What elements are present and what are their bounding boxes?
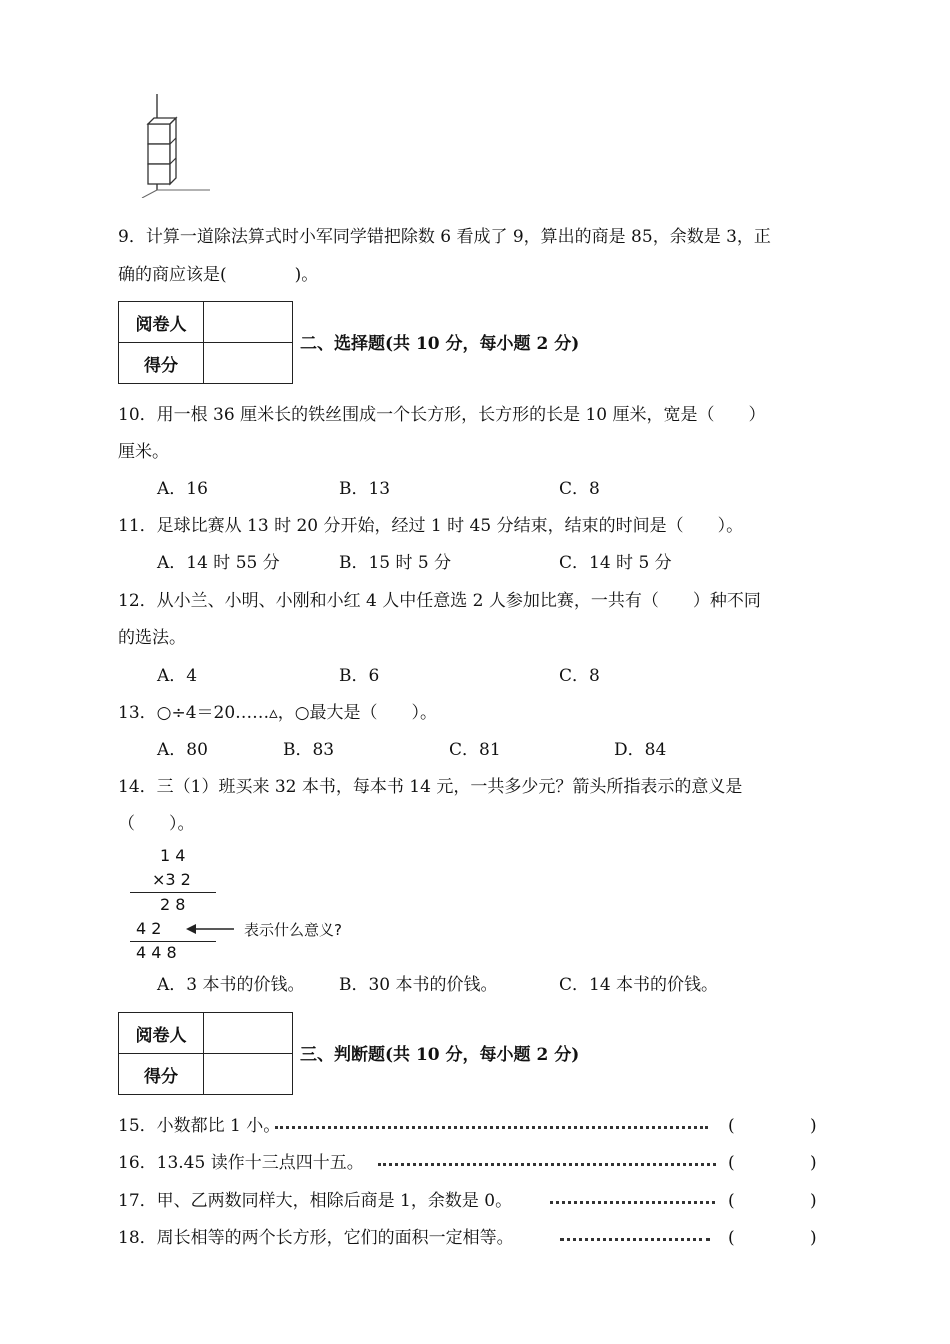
leader-dots <box>560 1238 710 1241</box>
arrow-icon <box>186 922 236 936</box>
leader-dots <box>550 1201 715 1204</box>
mult-annotation: 表示什么意义? <box>244 921 342 939</box>
leader-dots <box>378 1163 716 1166</box>
q14-line1: 14．三（1）班买来 32 本书，每本书 14 元，一共多少元？箭头所指表示的意义是 <box>118 777 743 797</box>
judge-q17-paren-open[interactable]: ( <box>728 1191 735 1211</box>
q13-option-b[interactable]: B．83 <box>283 740 335 760</box>
q9-line1: 9．计算一道除法算式时小军同学错把除数 6 看成了 9，算出的商是 85，余数是 3，正 <box>118 227 771 247</box>
reviewer-label: 阅卷人 <box>119 1013 204 1054</box>
q10-option-c[interactable]: C．8 <box>559 479 600 499</box>
q14-option-b[interactable]: B．30 本书的价钱。 <box>339 975 498 995</box>
score-cell[interactable] <box>204 343 293 384</box>
multiplication-figure <box>130 846 390 964</box>
score-label: 得分 <box>119 1054 204 1095</box>
mult-line-2 <box>130 941 216 942</box>
leader-dots <box>275 1126 708 1129</box>
q11-option-a[interactable]: A．14 时 55 分 <box>157 553 280 573</box>
judge-q15-paren-close[interactable]: ) <box>810 1116 817 1136</box>
section3-title: 三、判断题(共 10 分，每小题 2 分) <box>300 1045 580 1065</box>
q13-line1: 13．○÷4＝20……▵，○最大是（ ）。 <box>118 703 438 723</box>
mult-row3: 2 8 <box>160 895 186 914</box>
mult-row5: 4 4 8 <box>136 943 177 962</box>
cube-stack-figure <box>140 92 215 198</box>
q12-line2: 的选法。 <box>118 628 186 648</box>
judge-q18-paren-open[interactable]: ( <box>728 1228 735 1248</box>
judge-q16-text: 16．13.45 读作十三点四十五。 <box>118 1153 364 1173</box>
judge-q18-text: 18．周长相等的两个长方形，它们的面积一定相等。 <box>118 1228 514 1248</box>
section2-title: 二、选择题(共 10 分，每小题 2 分) <box>300 334 580 354</box>
q12-option-b[interactable]: B．6 <box>339 666 380 686</box>
mult-line-1 <box>130 892 216 893</box>
q14-option-a[interactable]: A．3 本书的价钱。 <box>157 975 305 995</box>
section2-score-table <box>118 301 293 384</box>
q10-option-b[interactable]: B．13 <box>339 479 391 499</box>
q13-option-d[interactable]: D．84 <box>614 740 667 760</box>
mult-row4: 4 2 <box>136 919 162 938</box>
reviewer-cell[interactable] <box>204 302 293 343</box>
judge-q17-text: 17．甲、乙两数同样大，相除后商是 1，余数是 0。 <box>118 1191 513 1211</box>
mult-row2: ×3 2 <box>152 870 191 889</box>
q12-option-c[interactable]: C．8 <box>559 666 600 686</box>
q11-line1: 11．足球比赛从 13 时 20 分开始，经过 1 时 45 分结束，结束的时间是（ ）。 <box>118 516 744 536</box>
q11-option-c[interactable]: C．14 时 5 分 <box>559 553 672 573</box>
q10-option-a[interactable]: A．16 <box>157 479 208 499</box>
q14-option-c[interactable]: C．14 本书的价钱。 <box>559 975 719 995</box>
mult-row1: 1 4 <box>160 846 186 865</box>
judge-q18-paren-close[interactable]: ) <box>810 1228 817 1248</box>
q10-line1: 10．用一根 36 厘米长的铁丝围成一个长方形，长方形的长是 10 厘米，宽是（ ） <box>118 405 766 425</box>
q12-line1: 12．从小兰、小明、小刚和小红 4 人中任意选 2 人参加比赛，一共有（ ）种不同 <box>118 591 761 611</box>
judge-q17-paren-close[interactable]: ) <box>810 1191 817 1211</box>
q10-line2: 厘米。 <box>118 442 169 462</box>
judge-q15-text: 15．小数都比 1 小。 <box>118 1116 281 1136</box>
q13-option-c[interactable]: C．81 <box>449 740 501 760</box>
section3-score-table <box>118 1012 293 1095</box>
judge-q16-paren-open[interactable]: ( <box>728 1153 735 1173</box>
q13-option-a[interactable]: A．80 <box>157 740 208 760</box>
reviewer-label: 阅卷人 <box>119 302 204 343</box>
reviewer-cell[interactable] <box>204 1013 293 1054</box>
q9-line2: 确的商应该是( )。 <box>118 265 319 285</box>
score-cell[interactable] <box>204 1054 293 1095</box>
q11-option-b[interactable]: B．15 时 5 分 <box>339 553 452 573</box>
score-label: 得分 <box>119 343 204 384</box>
judge-q16-paren-close[interactable]: ) <box>810 1153 817 1173</box>
q14-line2: （ ）。 <box>118 814 195 834</box>
judge-q15-paren-open[interactable]: ( <box>728 1116 735 1136</box>
q12-option-a[interactable]: A．4 <box>157 666 198 686</box>
